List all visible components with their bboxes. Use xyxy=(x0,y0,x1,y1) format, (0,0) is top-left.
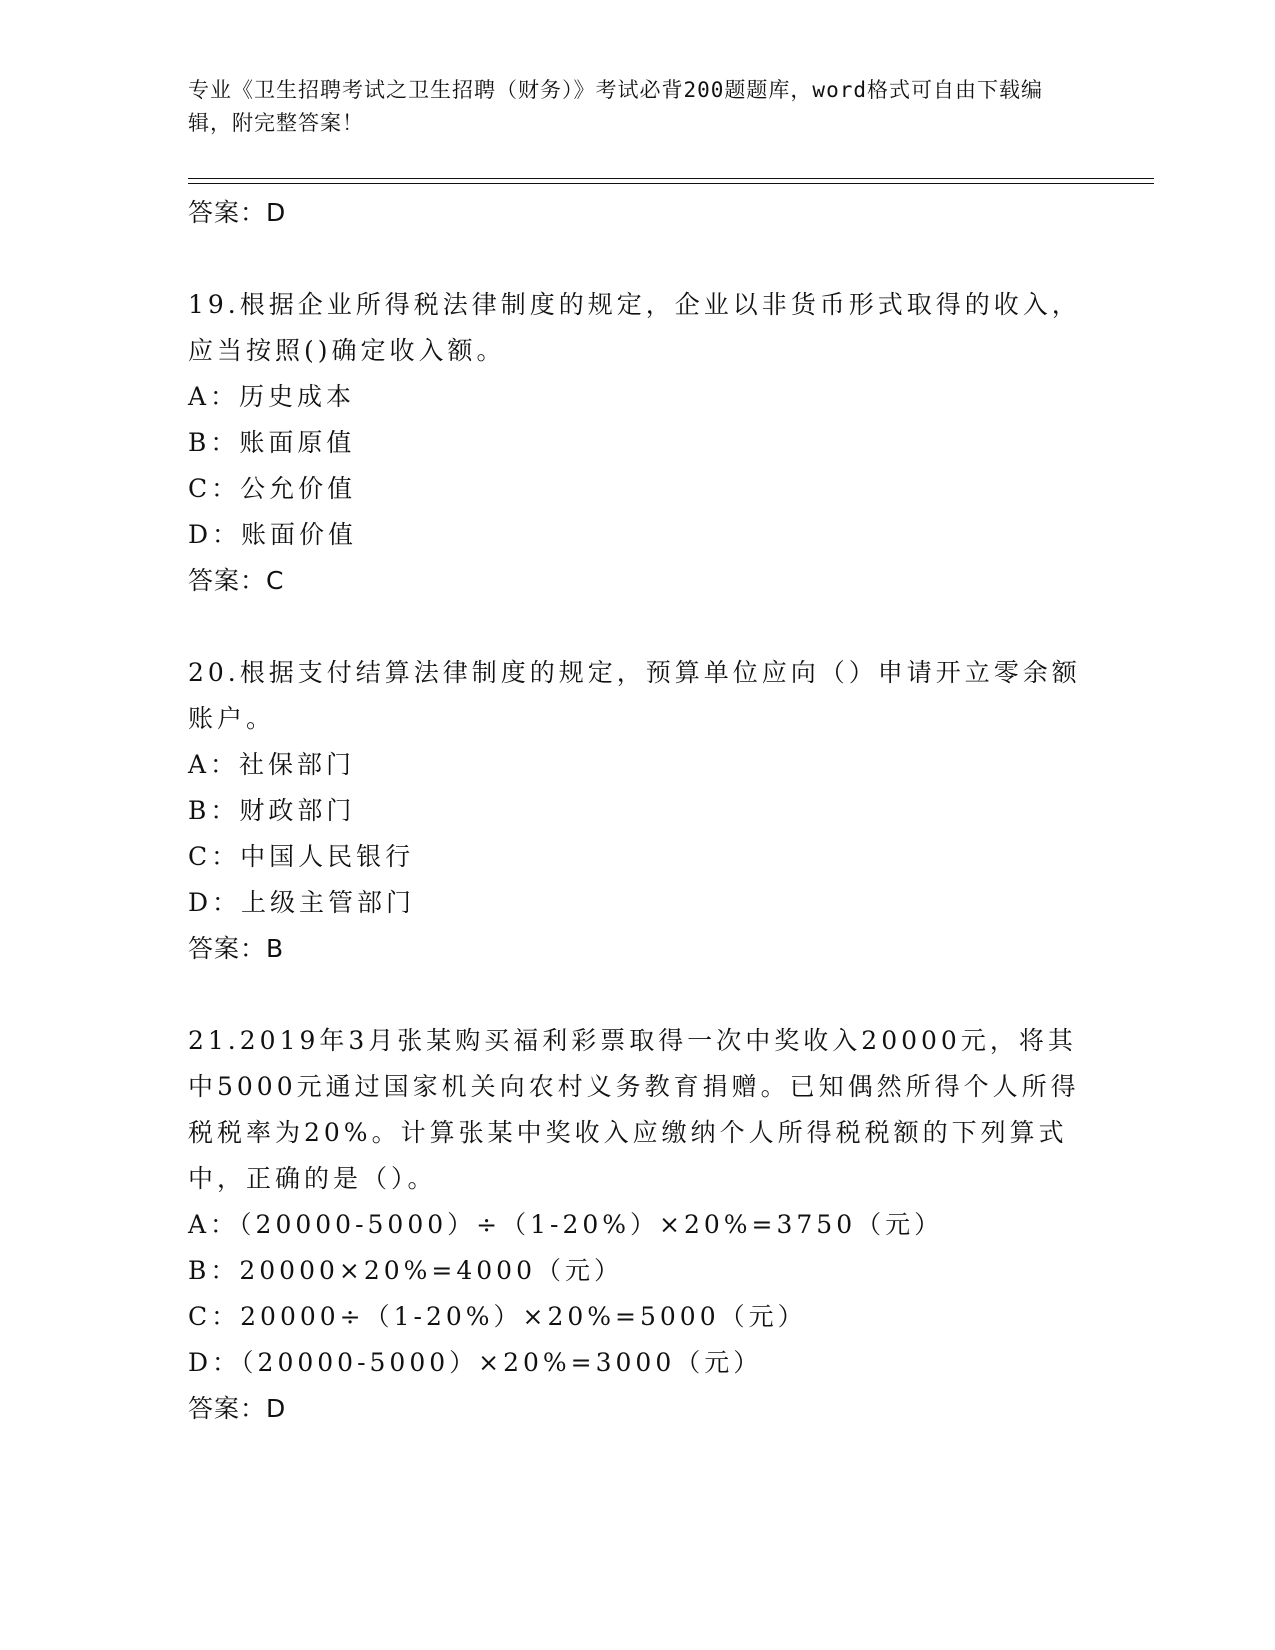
question-20 xyxy=(188,650,1088,972)
header-divider-bottom xyxy=(188,183,1154,184)
header-divider-top xyxy=(188,178,1154,179)
option-c: C：中国人民银行 xyxy=(188,842,415,871)
option-b: B：20000×20%=4000（元） xyxy=(188,1256,623,1285)
spacer xyxy=(188,236,1088,282)
option-c: C：20000÷（1-20%）×20%=5000（元） xyxy=(188,1302,807,1331)
answer: 答案：D xyxy=(188,1394,287,1423)
question-19 xyxy=(188,282,1088,604)
option-d: D：账面价值 xyxy=(188,520,358,549)
option-c: C：公允价值 xyxy=(188,474,357,503)
page-header-text: 专业《卫生招聘考试之卫生招聘（财务）》考试必背200题题库，word格式可自由下载编辑，附完整答案！ xyxy=(188,78,1043,135)
spacer xyxy=(188,972,1088,1018)
option-a: A：社保部门 xyxy=(188,750,356,779)
question-21 xyxy=(188,1018,1088,1432)
question-text: 19.根据企业所得税法律制度的规定，企业以非货币形式取得的收入，应当按照()确定收入额。 xyxy=(188,290,1081,365)
answer: 答案：B xyxy=(188,934,285,963)
answer: 答案：C xyxy=(188,566,285,595)
question-text: 20.根据支付结算法律制度的规定，预算单位应向（）申请开立零余额账户。 xyxy=(188,658,1081,733)
option-a: A：历史成本 xyxy=(188,382,356,411)
option-b: B：账面原值 xyxy=(188,428,356,457)
option-a: A：（20000-5000）÷（1-20%）×20%=3750（元） xyxy=(188,1210,944,1239)
previous-answer: 答案：D xyxy=(188,198,287,227)
option-b: B：财政部门 xyxy=(188,796,356,825)
question-text: 21.2019年3月张某购买福利彩票取得一次中奖收入20000元，将其中5000元通过国家机关向农村义务教育捐赠。已知偶然所得个人所得税税率为20%。计算张某中奖收入应缴纳个人所得税税额的下列算式中，正确的是（）。 xyxy=(188,1026,1080,1193)
spacer xyxy=(188,604,1088,650)
option-d: D：上级主管部门 xyxy=(188,888,416,917)
questions-content xyxy=(188,190,1088,1432)
option-d: D：（20000-5000）×20%=3000（元） xyxy=(188,1348,763,1377)
